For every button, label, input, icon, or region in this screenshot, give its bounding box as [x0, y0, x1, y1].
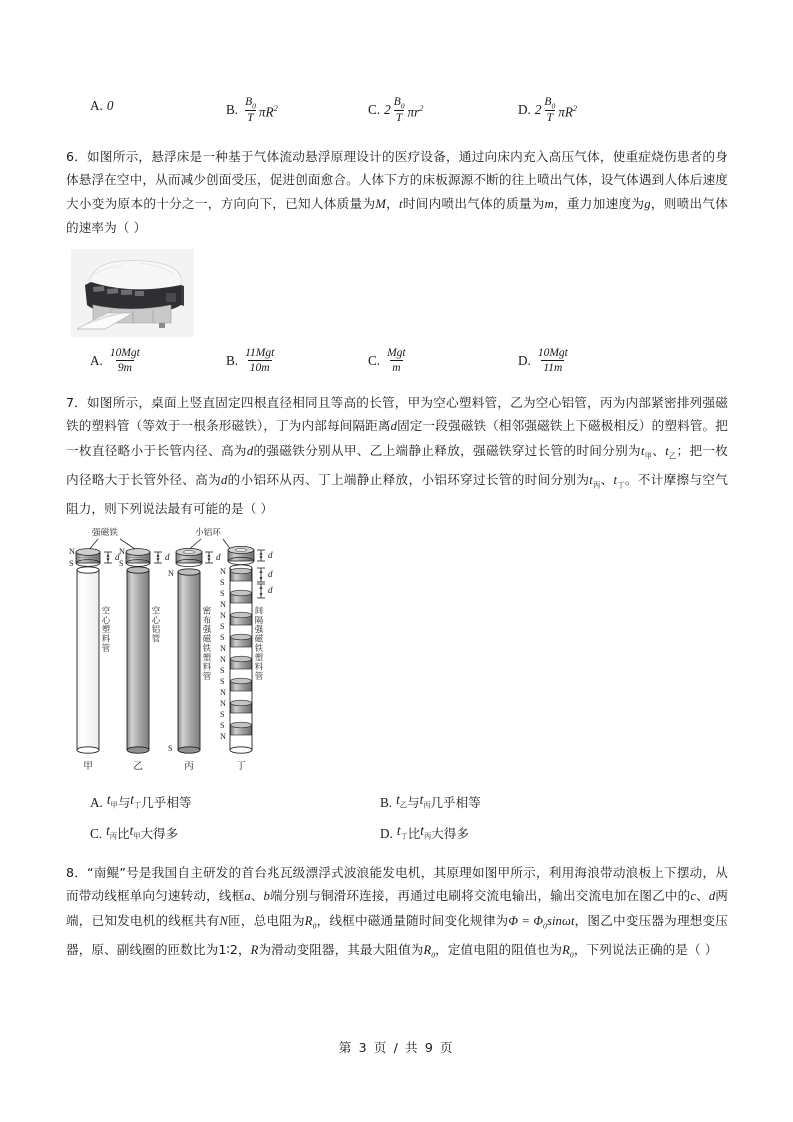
q5-option-c-tail: $\pi r^2$	[407, 103, 424, 120]
q7-option-c-mid: 比	[116, 825, 130, 841]
ding-pole-4: N	[220, 611, 226, 621]
q7-option-a-t1: $t_甲$	[106, 792, 118, 810]
q6-option-d[interactable]	[518, 348, 571, 375]
q6-text-p3: 时间内喷出气体的质量为	[402, 195, 545, 211]
yi-pole-n: N	[119, 547, 125, 557]
question-7-text	[66, 391, 728, 521]
q7-text-g: 、	[600, 471, 614, 487]
q8-symbol-d: d	[708, 889, 716, 904]
jia-pole-s: S	[69, 559, 74, 569]
q7-option-b-tail: 几乎相等	[430, 795, 481, 811]
ding-pole-8: N	[220, 655, 226, 665]
q6-option-a-label: A.	[90, 353, 103, 369]
q5-option-d-fraction: $\frac{B_0}{T}$	[544, 95, 556, 124]
q8-text-g: ，线框中磁通量随时间变化规律为	[316, 912, 509, 928]
q7-time-ding: $t_丁$	[613, 472, 625, 490]
q8-symbol-R0b: $R_0$	[423, 942, 436, 960]
q7-option-b[interactable]	[380, 790, 481, 816]
tube-bing-label: 密布强磁铁塑料管	[202, 606, 212, 682]
tube-ding-top-ring	[228, 547, 254, 565]
tube-bing-top-ring	[176, 549, 202, 567]
q7-options-row-2	[90, 821, 728, 847]
q7-option-d[interactable]	[380, 821, 469, 847]
q7-option-d-label: D.	[380, 825, 393, 841]
q8-symbol-R0: $R_0$	[304, 913, 317, 931]
ding-pole-7: N	[220, 644, 226, 654]
q7-text-d: 、	[652, 442, 666, 458]
q7-text-c: 的强磁铁分别从甲、乙上端静止释放，强磁铁穿过长管的时间分别为	[253, 442, 641, 458]
q6-option-a[interactable]	[90, 348, 226, 375]
q7-option-c-tail: 大得多	[140, 825, 179, 841]
tube-yi-top-magnet	[126, 549, 150, 567]
q7-option-a-t2: $t_丁$	[130, 792, 142, 810]
q7-symbol-d3: d	[221, 472, 228, 487]
q7-options	[66, 790, 728, 846]
q5-options-row	[66, 96, 728, 125]
q7-option-a[interactable]	[90, 790, 380, 816]
tube-bing-bottom-label: 丙	[184, 761, 194, 773]
q6-text-p5: ，则喷出气体的速率为（ ）	[66, 195, 728, 236]
q6-option-d-label: D.	[518, 353, 531, 369]
four-tubes-diagram	[68, 526, 300, 784]
tube-jia-label: 空心塑料管	[101, 606, 111, 654]
q7-option-d-t2: $t_丙$	[420, 822, 432, 841]
ding-pole-2: S	[220, 589, 225, 599]
tube-jia-bottom-label: 甲	[83, 761, 93, 773]
ding-pole-0: N	[220, 567, 226, 577]
levitation-bed-svg	[71, 249, 194, 337]
q8-text-i: ，	[237, 941, 251, 957]
q7-option-c-t2: $t_甲$	[129, 822, 141, 841]
q7-time-bing: $t_丙$	[589, 472, 601, 490]
q5-option-b-tail: $\pi R^2$	[258, 103, 278, 120]
question-6-text	[66, 145, 728, 240]
page-content	[66, 78, 728, 967]
q8-text-k: ，定值电阻的阻值也为	[435, 941, 563, 957]
q6-text-p1: 6．如图所示，悬浮床是一种基于气体流动悬浮原理设计的医疗设备，通过向床内充入高压气体，使重症烧伤患者的身体悬浮在空中，从而减少创面受压，促进创面愈合。人体下方的床板源源不断的往上喷出气体，设气体遇到人体后速度大小变为原本的十分之一，方向向下，已知人体质量为	[66, 148, 728, 211]
q7-time-jia: $t_甲$	[640, 443, 653, 461]
ding-pole-14: S	[220, 721, 225, 731]
q8-text-b: 、	[250, 888, 264, 904]
q7-option-b-t2: $t_丙$	[419, 792, 431, 810]
q8-text-j: 为滑动变阻器，其最大阻值为	[258, 941, 424, 957]
q7-time-yi: $t_乙$	[665, 443, 677, 461]
q6-option-c-label: C.	[368, 353, 381, 369]
tube-yi-label: 空心铝管	[151, 606, 161, 644]
q5-option-c[interactable]	[368, 96, 518, 125]
ding-pole-9: S	[220, 666, 225, 676]
ding-pole-10: S	[220, 677, 225, 687]
q6-option-c-fraction: $\frac{\text{Mgt}}{m}$	[387, 347, 406, 374]
q5-option-c-label: C.	[368, 102, 381, 118]
q8-symbol-a: a	[244, 889, 251, 904]
q6-option-c[interactable]	[368, 348, 518, 375]
q7-option-a-label: A.	[90, 795, 103, 811]
q7-option-c-t1: $t_丙$	[106, 822, 117, 841]
q6-symbol-m: m	[544, 196, 554, 211]
ding-pole-12: N	[220, 699, 226, 709]
q6-symbol-M: M	[375, 196, 386, 211]
q7-option-c-label: C.	[90, 825, 103, 841]
q6-option-b[interactable]	[226, 348, 368, 375]
ding-pole-6: S	[220, 633, 225, 643]
q8-text-l: ，下列说法正确的是（ ）	[573, 941, 718, 957]
q6-text-p4: ，重力加速度为	[553, 195, 645, 211]
q7-option-b-label: B.	[380, 795, 393, 811]
q8-symbol-R0c: $R_0$	[562, 942, 574, 960]
q7-option-a-tail: 几乎相等	[141, 795, 192, 811]
q6-option-b-label: B.	[226, 353, 239, 369]
q7-text-f: 的小铝环从丙、丁上端静止释放，小铝环穿过长管的时间分别为	[227, 471, 590, 487]
tube-ding-label: 间隔强磁铁塑料管	[254, 606, 264, 682]
ding-pole-1: S	[220, 578, 225, 588]
tube-yi	[126, 549, 162, 754]
d-label-yi: d	[165, 552, 170, 563]
yi-pole-s: S	[119, 559, 124, 569]
strong-magnet-callout: 强磁铁	[92, 528, 118, 539]
q8-text-e: 两端，已知发电机的线框共有	[66, 888, 729, 928]
bing-pole-n: N	[168, 569, 174, 579]
d-label-ding-2: d	[268, 569, 273, 580]
q5-option-d-coef: 2	[534, 102, 542, 118]
tube-jia-top-magnet	[76, 549, 100, 567]
q5-option-b[interactable]	[226, 96, 368, 125]
q7-text-h: 。不计摩擦与空气阻力，则下列说法最有可能的是（ ）	[66, 471, 728, 516]
tube-yi-bottom-label: 乙	[133, 761, 143, 773]
q6-text-p2: ，	[385, 195, 400, 211]
d-label-ding-1: d	[268, 550, 273, 561]
q6-option-b-fraction: $\frac{\text{11Mgt}}{10m}$	[245, 347, 275, 374]
q7-option-d-t1: $t_丁$	[396, 822, 408, 841]
q5-option-a-label: A.	[90, 98, 103, 113]
jia-pole-n: N	[69, 547, 75, 557]
d-label-jia: d	[115, 552, 120, 563]
ding-pole-3: N	[220, 600, 226, 610]
q8-turn-ratio: 1∶2	[218, 941, 238, 957]
q5-option-b-label: B.	[226, 102, 239, 118]
d-label-bing: d	[216, 552, 221, 563]
q5-option-a-value: 0	[106, 98, 114, 113]
q8-symbol-N: N	[219, 913, 228, 928]
ding-pole-15: N	[220, 732, 226, 742]
q8-symbol-b: b	[263, 889, 270, 904]
q8-symbol-R: R	[250, 942, 259, 957]
q7-option-b-t1: $t_乙$	[396, 792, 407, 810]
q5-option-d[interactable]	[518, 96, 577, 125]
q7-option-c[interactable]	[90, 821, 380, 847]
q8-text-a: 8．“南鲲”号是我国自主研发的首台兆瓦级漂浮式波浪能发电机，其原理如图甲所示，利用海浪带动浪板上下摆动，从而带动线框单向匀速转动，线框	[66, 864, 728, 904]
q5-option-d-label: D.	[518, 102, 531, 118]
q7-text-e: ；把一枚内径略大于长管外径、高为	[66, 442, 728, 487]
q6-symbol-g: g	[644, 196, 651, 211]
q6-option-d-fraction: $\frac{\text{10Mgt}}{11m}$	[537, 347, 568, 374]
tubes-svg	[68, 526, 300, 784]
q6-options-row	[66, 348, 728, 375]
q6-symbol-t: t	[399, 196, 403, 211]
q8-text-h: ，图乙中变压器为理想变压器，原、副线圈的匝数比为	[66, 912, 728, 957]
q5-option-d-tail: $\pi R^2$	[558, 103, 578, 120]
q7-options-row-1	[90, 790, 728, 816]
q7-option-b-mid: 与	[406, 795, 420, 811]
q5-option-b-fraction: $\frac{B_0}{T}$	[245, 95, 256, 124]
page-footer: 第 3 页 / 共 9 页	[338, 1040, 455, 1055]
ding-pole-5: S	[220, 622, 225, 632]
q8-formula-flux: $\Phi = \Phi_0\sin\omega t$	[508, 913, 575, 931]
q5-option-a[interactable]	[90, 96, 226, 116]
ding-pole-13: S	[220, 710, 225, 720]
q7-symbol-d2: d	[246, 443, 254, 458]
q6-option-a-fraction: $\frac{\text{10Mgt}}{9m}$	[109, 347, 140, 374]
levitation-bed-photo	[71, 249, 194, 337]
q8-text-f: 匝，总电阻为	[227, 912, 305, 928]
q7-text-b: 固定一段强磁铁（相邻强磁铁上下磁极相反）的塑料管。把一枚直径略小于长管内径、高为	[66, 418, 728, 458]
tube-ding-bottom-label: 丁	[236, 761, 246, 773]
q7-text-a: 7．如图所示，桌面上竖直固定四根直径相同且等高的长管，甲为空心塑料管，乙为空心铝管，丙为内部紧密排列强磁铁的塑料管（等效于一根条形磁铁），丁为内部每间隔距离	[66, 394, 728, 434]
q8-symbol-c: c	[690, 889, 697, 904]
d-label-ding-3: d	[268, 585, 273, 596]
q5-option-c-coef: 2	[384, 102, 391, 118]
ding-pole-11: N	[220, 688, 226, 698]
question-8-text	[66, 861, 728, 967]
q5-option-c-fraction: $\frac{B_0}{T}$	[393, 95, 405, 124]
q7-option-d-mid: 比	[407, 825, 421, 841]
bing-pole-s: S	[168, 744, 173, 754]
q7-symbol-d1: d	[390, 419, 398, 434]
q8-text-c: 端分别与铜滑环连接，再通过电刷将交流电输出，输出交流电加在图乙中的	[269, 888, 691, 904]
q7-option-d-tail: 大得多	[431, 825, 469, 841]
q7-option-a-mid: 与	[117, 795, 131, 811]
aluminum-ring-callout: 小铝环	[195, 528, 221, 539]
q8-text-d: 、	[696, 888, 709, 904]
